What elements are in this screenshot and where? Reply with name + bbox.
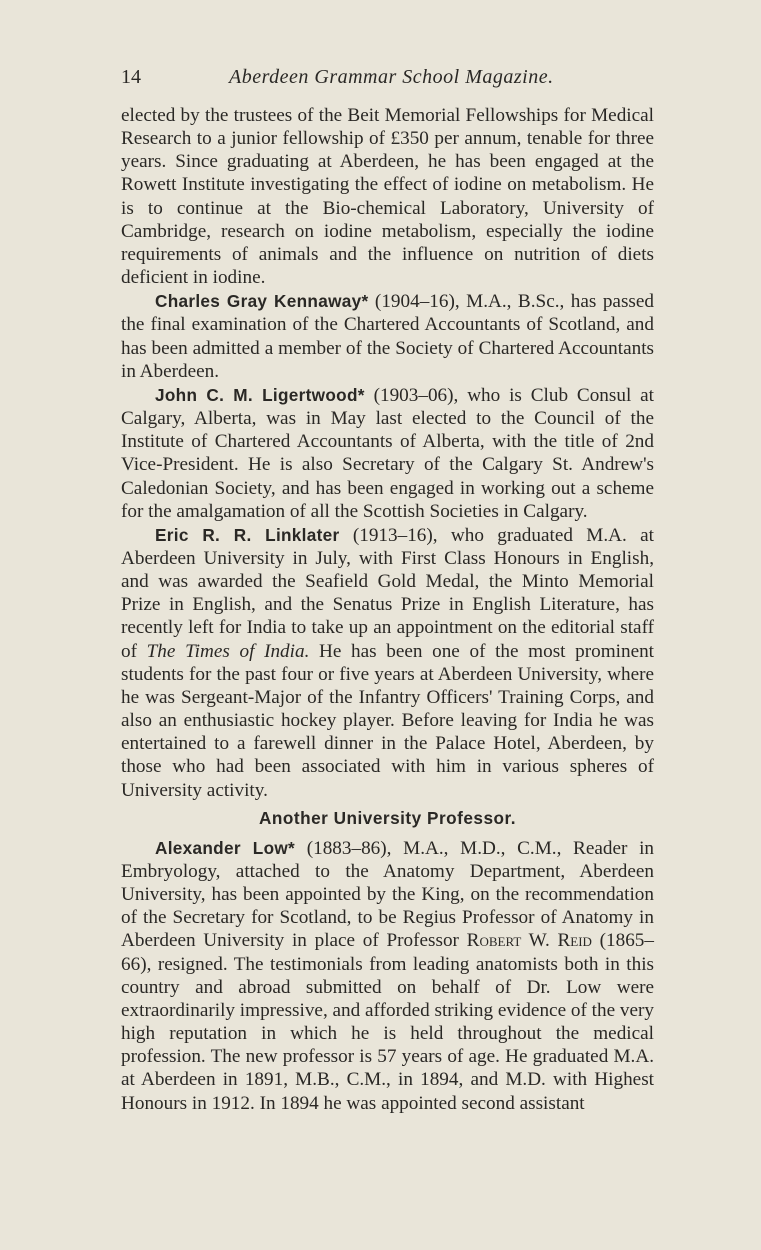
person-name-smallcaps: Robert W. Reid — [466, 930, 592, 952]
paragraph-beit-fellowship — [121, 104, 654, 289]
paragraph-kennaway — [121, 290, 654, 383]
running-title: Aberdeen Grammar School Magazine. — [229, 66, 554, 88]
paragraph-text: (1904–16), M.A., B.Sc., has passed the final examination of the Chartered Accountants of Scotland, and has been admitted a member of the Society of Chartered Accountants in Aberdeen. — [121, 291, 654, 382]
paragraph-text: (1883–86), M.A., M.D., C.M., Reader in Embryology, attached to the Anatomy Department, Aberdeen University, has been appointed by the King, on the recommendation of the Secretary for Scotland, to be Regius Professor of Anatomy in Aberdeen University in place of Professor — [121, 837, 654, 952]
paragraph-ligertwood — [121, 384, 654, 523]
paragraph-text: elected by the trustees of the Beit Memorial Fellowships for Medical Research to a junior fellowship of £350 per annum, tenable for three years. Since graduating at Aberdeen, he has been engaged at the Rowett Institute investigating the effect of iodine on metabolism. He is to continue at the Bio-chemical Laboratory, University of Cambridge, research on iodine metabolism, especially the iodine requirements of animals and the influence on nutrition of diets deficient in iodine. — [121, 105, 654, 289]
page-number: 14 — [121, 66, 141, 88]
paragraph-text: (1903–06), who is Club Consul at Calgary, Alberta, was in May last elected to the Council of the Institute of Chartered Accountants of Alberta, with the title of 2nd Vice-President. He is also Secretary of the Calgary St. Andrew's Caledonian Society, and has been engaged in working out a scheme for the amalgamation of all the Scottish Societies in Calgary. — [121, 384, 655, 522]
page-header — [121, 66, 651, 96]
paragraph-text: He has been one of the most prominent students for the past four or five years at Aberdeen University, where he was Sergeant-Major of the Infantry Officers' Training Corps, and also an enthusiastic hockey player. Before leaving for India he was entertained to a farewell dinner in the Palace Hotel, Aberdeen, by those who had been associated with him in various spheres of University activity. — [121, 640, 655, 801]
person-name: Charles Gray Kennaway* — [155, 291, 369, 312]
publication-title: The Times of India. — [146, 640, 310, 662]
paragraph-text: (1913–16), who graduated M.A. at Aberdeen University in July, with First Class Honours in English, and was awarded the Seafield Gold Medal, the Minto Memorial Prize in English, and the Senatus Prize in English Literature, has recently left for India to take up an appointment on the editorial staff of — [121, 524, 655, 662]
person-name: Alexander Low* — [155, 837, 296, 858]
paragraph-text: (1865–66), resigned. The testimonials from leading anatomists both in this country and abroad submitted on behalf of Dr. Low were extraordinarily impressive, and afforded striking evidence of the very high reputation in which he is held throughout the medical profession. The new professor is 57 years of age. He graduated M.A. at Aberdeen in 1891, M.B., C.M., in 1894, and M.D. with Highest Honours in 1912. In 1894 he was appointed second assistant — [121, 930, 654, 1114]
paragraph-linklater — [121, 524, 654, 802]
article-body — [121, 104, 654, 1116]
section-heading: Another University Professor. — [258, 807, 517, 828]
person-name: John C. M. Ligertwood* — [155, 384, 365, 405]
paragraph-low — [121, 837, 654, 1115]
person-name: Eric R. R. Linklater — [155, 524, 340, 545]
